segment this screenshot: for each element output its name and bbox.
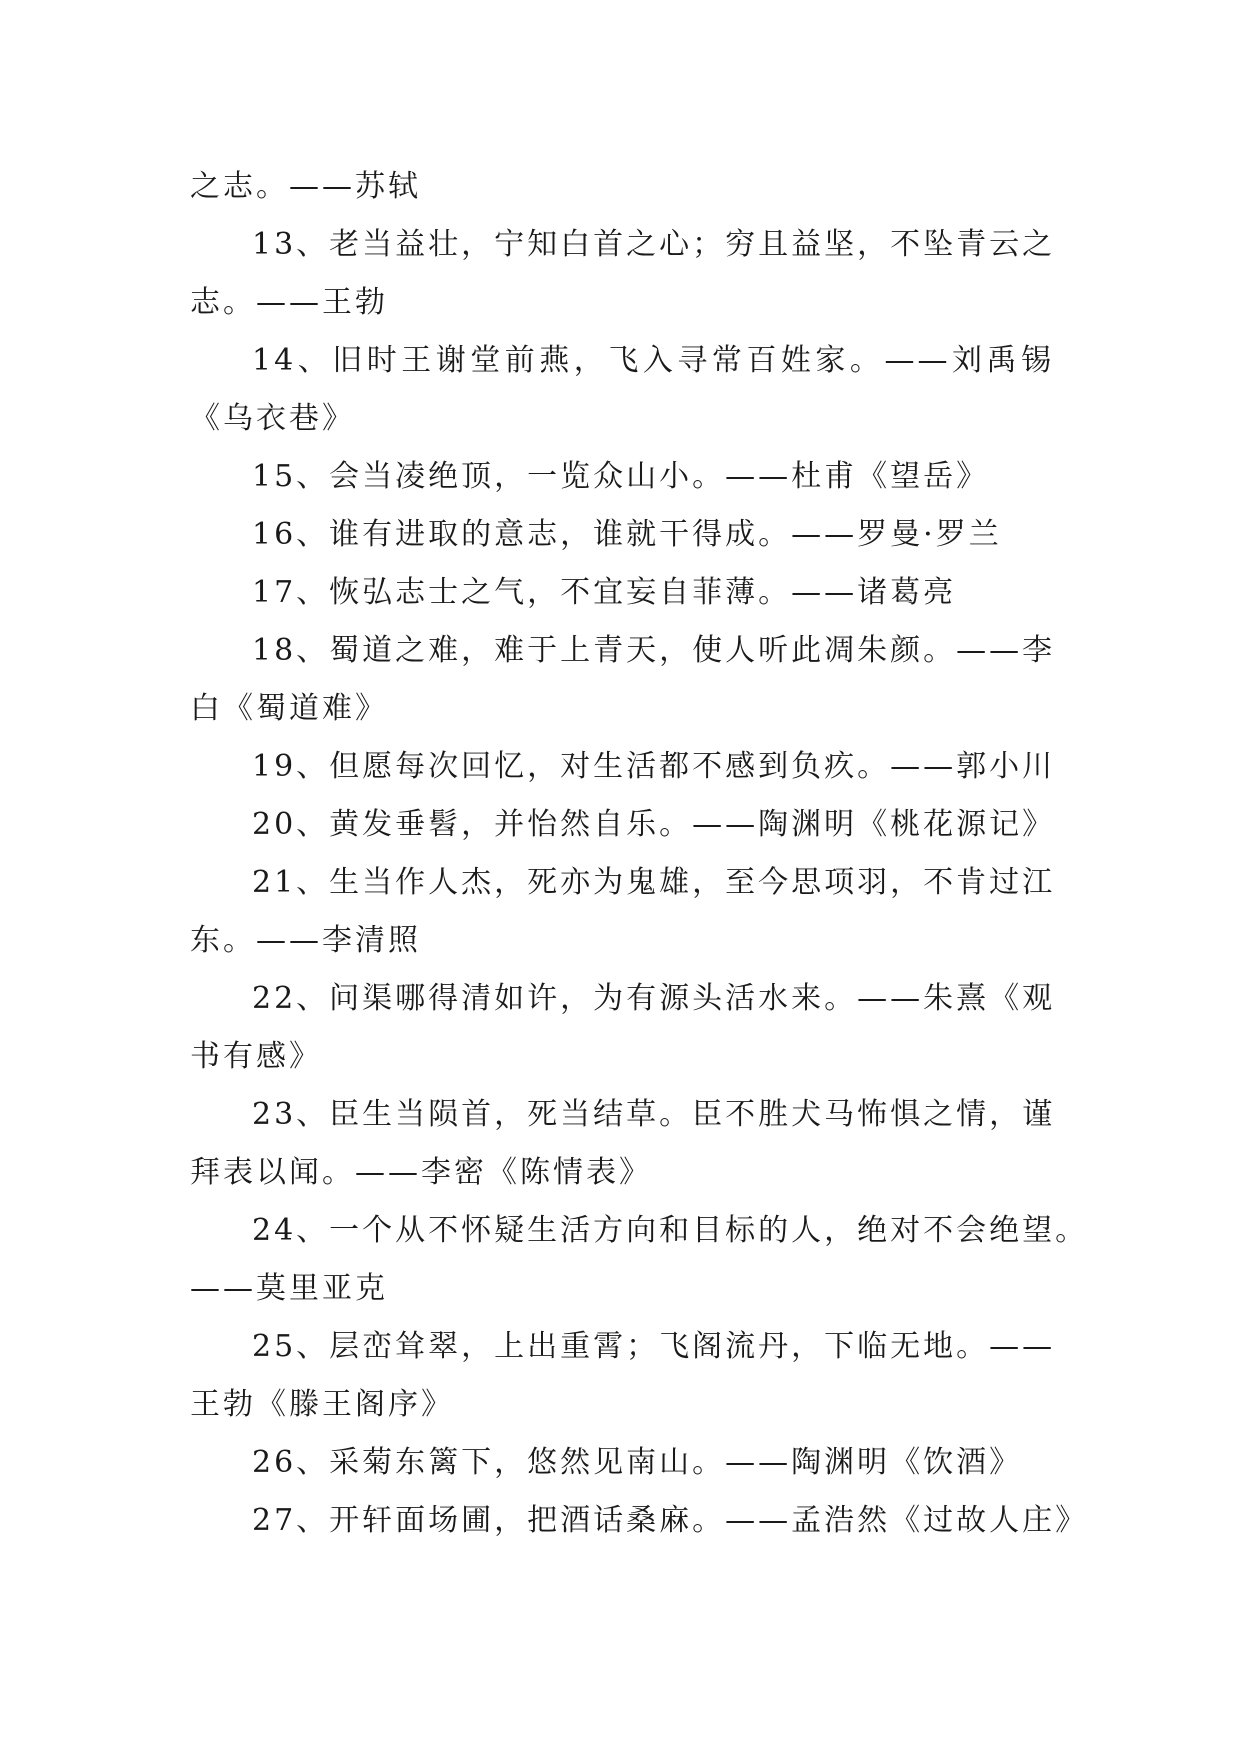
quote-19: 19、但愿每次回忆，对生活都不感到负疚。——郭小川 xyxy=(252,749,1056,784)
quote-24-line-2: ——莫里亚克 xyxy=(190,1271,388,1306)
quote-25-line-1: 25、层峦耸翠，上出重霄；飞阁流丹，下临无地。—— xyxy=(252,1329,1056,1364)
quote-14-line-2: 《乌衣巷》 xyxy=(190,401,355,436)
quote-17: 17、恢弘志士之气，不宜妄自菲薄。——诸葛亮 xyxy=(252,575,957,610)
quote-14-line-1: 14、旧时王谢堂前燕，飞入寻常百姓家。——刘禹锡 xyxy=(252,343,1054,378)
text-line: 之志。——苏轼 xyxy=(190,169,421,204)
quote-24-line-1: 24、一个从不怀疑生活方向和目标的人，绝对不会绝望。 xyxy=(252,1213,1089,1248)
quote-15: 15、会当凌绝顶，一览众山小。——杜甫《望岳》 xyxy=(252,459,990,494)
quote-20: 20、黄发垂髫，并怡然自乐。——陶渊明《桃花源记》 xyxy=(252,807,1056,842)
quote-16: 16、谁有进取的意志，谁就干得成。——罗曼·罗兰 xyxy=(252,517,1002,552)
quote-23-line-2: 拜表以闻。——李密《陈情表》 xyxy=(190,1155,652,1190)
quote-list xyxy=(190,158,1089,1550)
quote-18-line-2: 白《蜀道难》 xyxy=(190,691,388,726)
quote-13-line-2: 志。——王勃 xyxy=(190,285,388,320)
quote-21-line-1: 21、生当作人杰，死亦为鬼雄，至今思项羽，不肯过江 xyxy=(252,865,1056,900)
quote-13-line-1: 13、老当益壮，宁知白首之心；穷且益坚，不坠青云之 xyxy=(252,227,1056,262)
quote-22-line-2: 书有感》 xyxy=(190,1039,322,1074)
quote-26: 26、采菊东篱下，悠然见南山。——陶渊明《饮酒》 xyxy=(252,1445,1023,1480)
quote-23-line-1: 23、臣生当陨首，死当结草。臣不胜犬马怖惧之情，谨 xyxy=(252,1097,1056,1132)
quote-21-line-2: 东。——李清照 xyxy=(190,923,421,958)
quote-22-line-1: 22、问渠哪得清如许，为有源头活水来。——朱熹《观 xyxy=(252,981,1056,1016)
quote-27: 27、开轩面场圃，把酒话桑麻。——孟浩然《过故人庄》 xyxy=(252,1503,1089,1538)
quote-18-line-1: 18、蜀道之难，难于上青天，使人听此凋朱颜。——李 xyxy=(252,633,1056,668)
quote-25-line-2: 王勃《滕王阁序》 xyxy=(190,1387,454,1422)
